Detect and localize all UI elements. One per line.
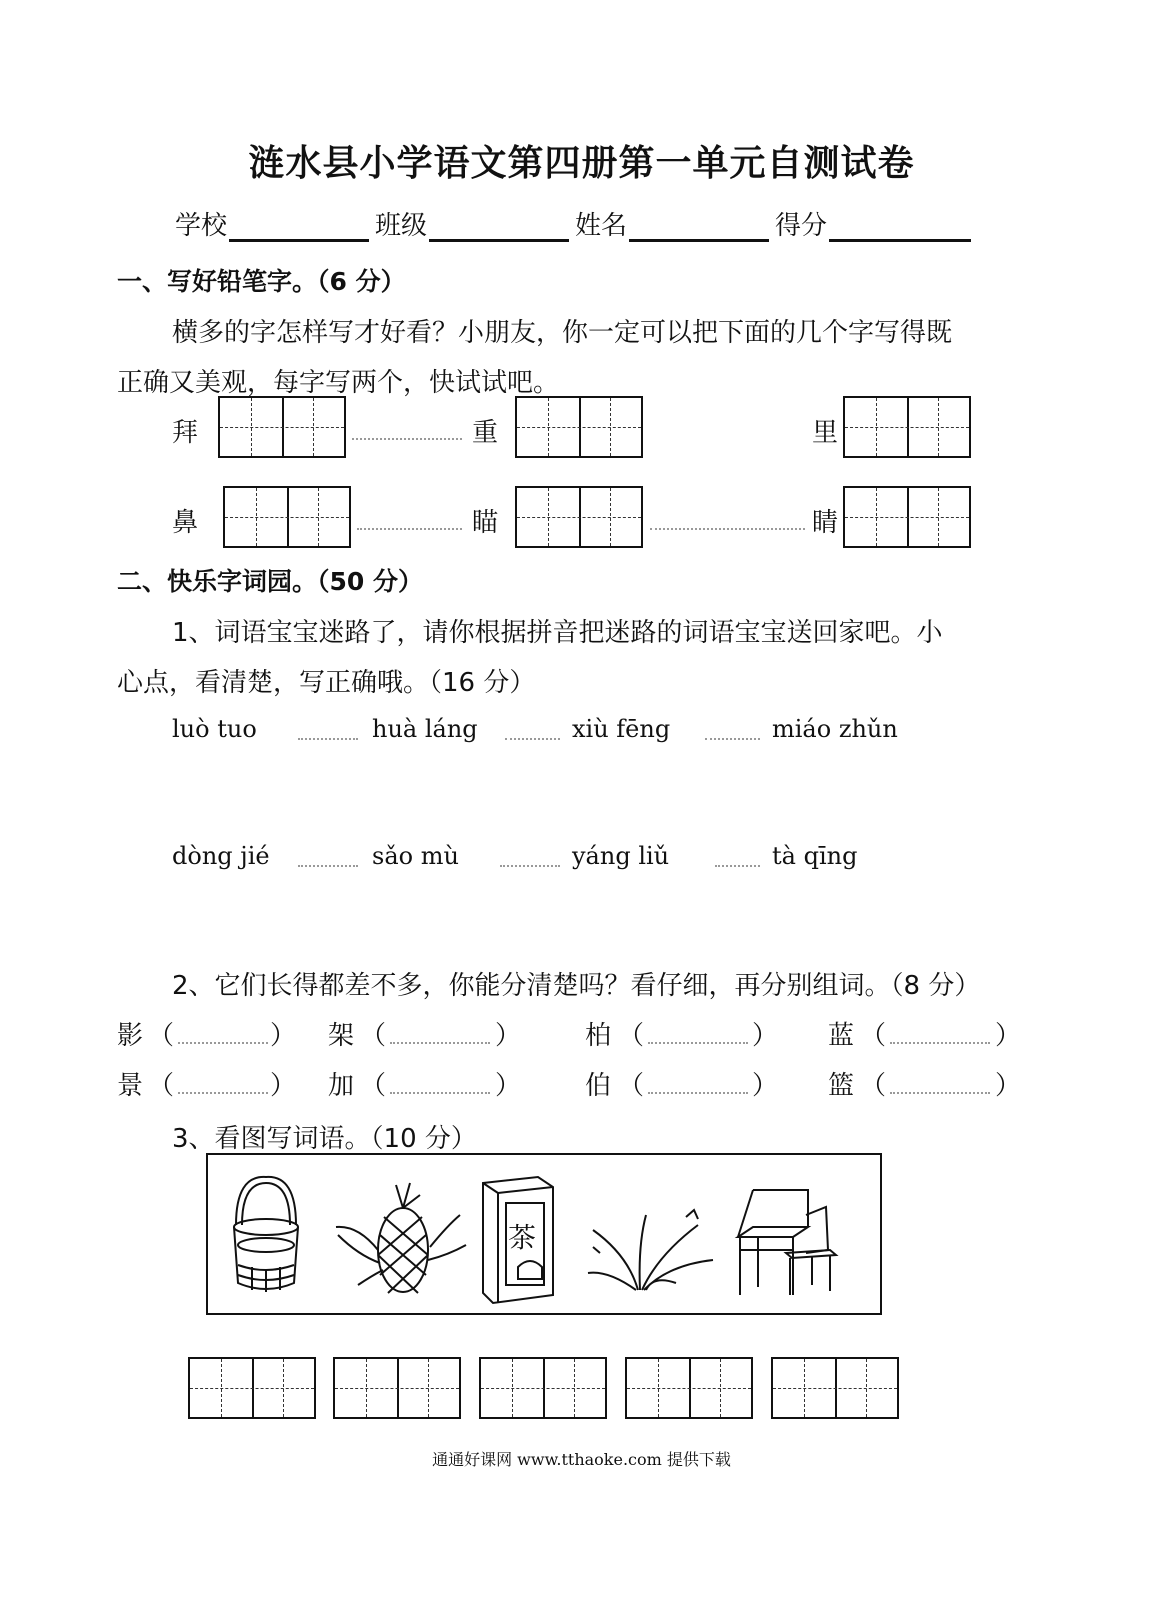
practice-char: 重 [472,418,499,448]
answer-blank[interactable] [390,1042,490,1044]
similar-char: 架 [328,1021,355,1051]
writing-grid[interactable] [218,396,346,458]
practice-char: 瞄 [472,508,499,538]
answer-blank[interactable] [890,1092,990,1094]
pineapple-icon [336,1183,466,1293]
open-paren: （ [618,1021,645,1051]
similar-char: 柏 [585,1021,612,1051]
pinyin-item: sǎo mù [372,842,459,870]
close-paren: ） [995,1071,1022,1101]
close-paren: ） [752,1021,779,1051]
answer-blank[interactable] [890,1042,990,1044]
open-paren: （ [148,1021,175,1051]
section1-heading: 一、写好铅笔字。（6 分） [117,267,406,296]
close-paren: ） [270,1021,297,1051]
answer-blank[interactable] [390,1092,490,1094]
pinyin-item: miáo zhǔn [772,715,898,743]
writing-grid[interactable] [515,396,643,458]
name-label: 姓名 [575,211,628,241]
open-paren: （ [618,1071,645,1101]
close-paren: ） [495,1021,522,1051]
writing-grid[interactable] [771,1357,899,1419]
answer-blank[interactable] [648,1092,748,1094]
similar-char: 加 [328,1071,355,1101]
svg-text:茶: 茶 [508,1221,537,1254]
pinyin-item: tà qīng [772,842,858,870]
school-blank[interactable] [229,211,369,242]
score-blank[interactable] [829,211,971,242]
close-paren: ） [495,1071,522,1101]
similar-char: 景 [117,1071,144,1101]
close-paren: ） [752,1071,779,1101]
open-paren: （ [360,1021,387,1051]
class-blank[interactable] [429,211,569,242]
practice-char: 睛 [812,508,839,538]
writing-grid[interactable] [188,1357,316,1419]
school-label: 学校 [175,211,228,241]
pinyin-item: dòng jié [172,842,270,870]
similar-char: 伯 [585,1071,612,1101]
basket-icon [234,1177,298,1292]
q3-text: 3、看图写词语。（10 分） [172,1124,477,1154]
section2-heading: 二、快乐字词园。（50 分） [117,567,423,596]
pinyin-item: yáng liǔ [572,842,670,870]
open-paren: （ [360,1071,387,1101]
pinyin-item: huà láng [372,715,478,743]
close-paren: ） [270,1071,297,1101]
q1-line1: 1、词语宝宝迷路了，请你根据拼音把迷路的词语宝宝送回家吧。小 [172,618,943,648]
similar-char: 蓝 [828,1021,855,1051]
q1-line2: 心点，看清楚，写正确哦。（16 分） [117,668,536,698]
answer-blank[interactable] [178,1042,268,1044]
student-info-row [175,205,977,242]
similar-char: 影 [117,1021,144,1051]
name-blank[interactable] [629,211,769,242]
score-label: 得分 [775,211,828,241]
footer-credit: 通通好课网 www.tthaoke.com 提供下载 [432,1450,731,1469]
similar-char: 篮 [828,1071,855,1101]
writing-grid[interactable] [843,486,971,548]
practice-char: 里 [812,418,839,448]
practice-char: 鼻 [172,508,199,538]
orchid-icon [588,1210,713,1290]
practice-char: 拜 [172,418,199,448]
open-paren: （ [860,1021,887,1051]
tea-box-icon [483,1177,553,1303]
picture-box [206,1153,882,1315]
writing-grid[interactable] [515,486,643,548]
writing-grid[interactable] [843,396,971,458]
close-paren: ） [995,1021,1022,1051]
q2-text: 2、它们长得都差不多，你能分清楚吗？看仔细，再分别组词。（8 分） [172,971,981,1001]
pinyin-item: luò tuo [172,715,257,743]
pinyin-item: xiù fēng [572,715,671,743]
writing-grid[interactable] [479,1357,607,1419]
class-label: 班级 [375,211,428,241]
writing-grid[interactable] [625,1357,753,1419]
answer-blank[interactable] [178,1092,268,1094]
page-title: 涟水县小学语文第四册第一单元自测试卷 [248,143,915,184]
open-paren: （ [860,1071,887,1101]
open-paren: （ [148,1071,175,1101]
answer-blank[interactable] [648,1042,748,1044]
section1-instruction-line1: 横多的字怎样写才好看？小朋友，你一定可以把下面的几个字写得既 [172,318,953,348]
writing-grid[interactable] [333,1357,461,1419]
writing-grid[interactable] [223,486,351,548]
section1-instruction-line2: 正确又美观，每字写两个，快试试吧。 [117,368,560,398]
desk-chair-icon [738,1190,836,1295]
